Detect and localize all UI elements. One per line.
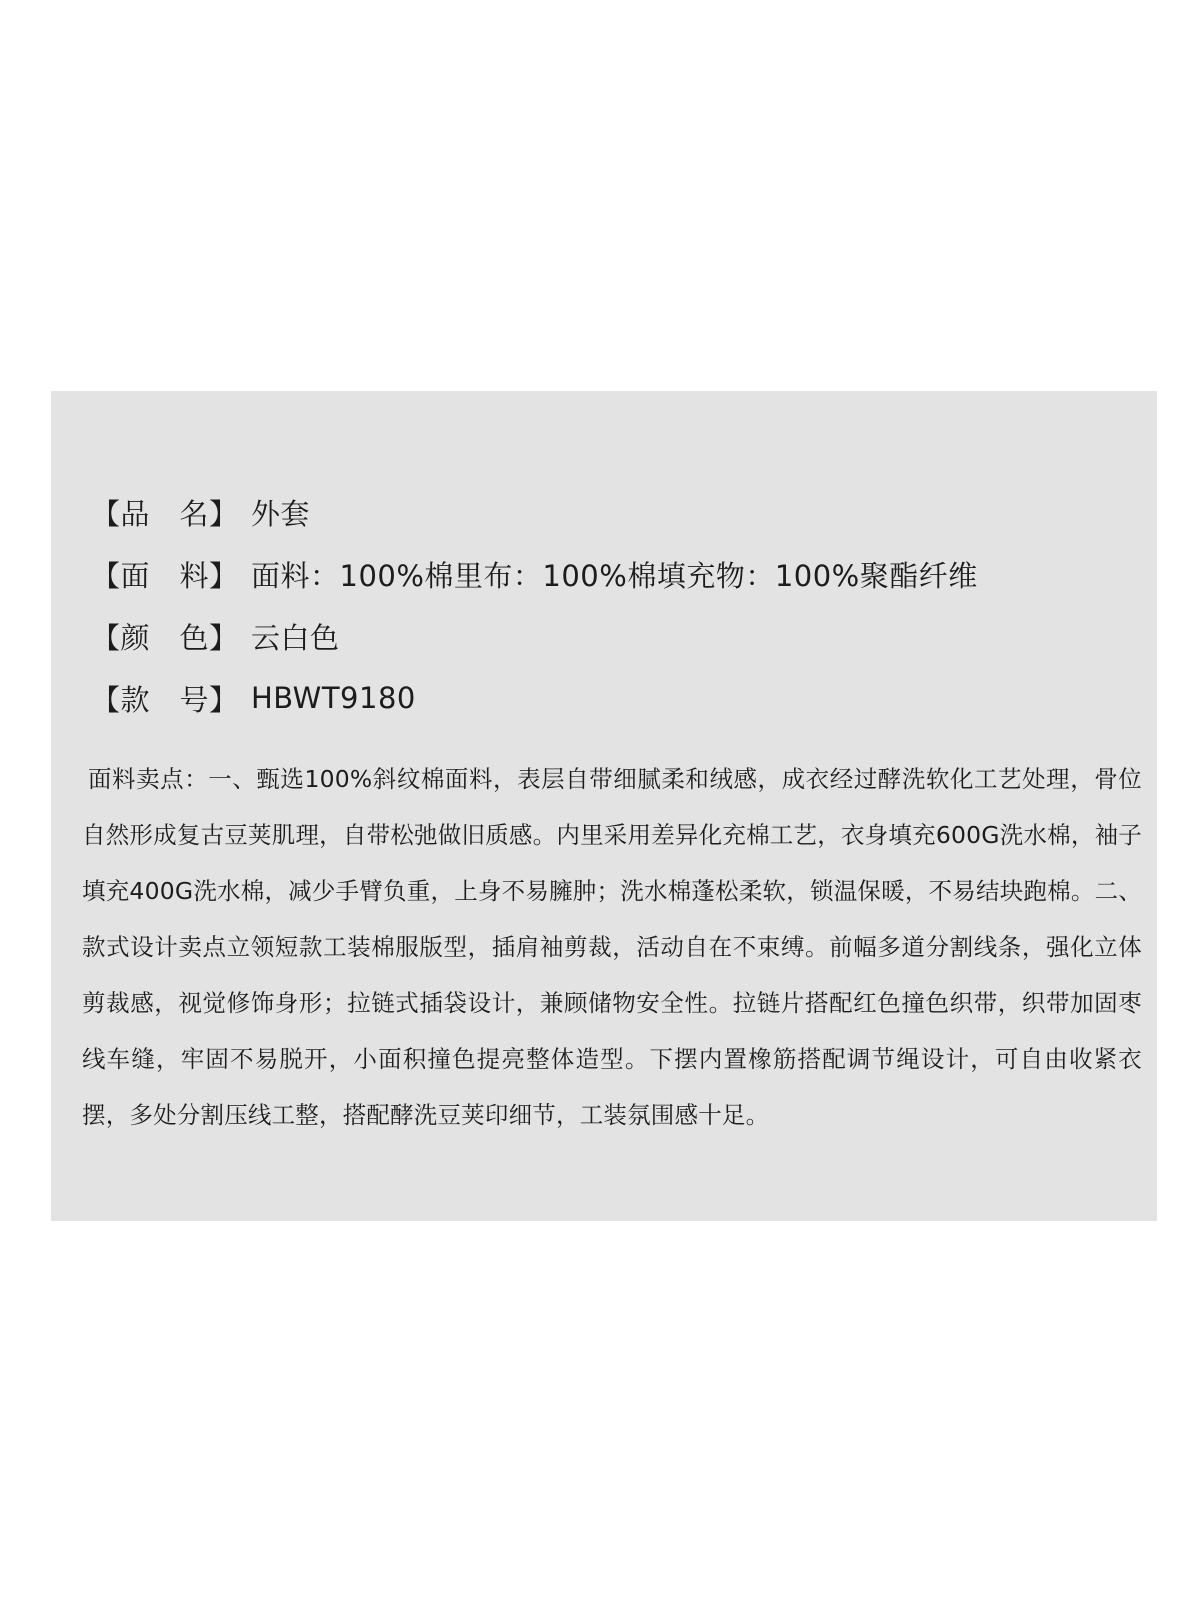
spec-value-fabric: 面料：100%棉里布：100%棉填充物：100%聚酯纤维 [251, 558, 978, 593]
spec-label-fabric: 【面 料】 [91, 558, 239, 593]
product-info-panel [51, 391, 1157, 1221]
spec-row-color [91, 605, 1131, 667]
spec-row-name [91, 481, 1131, 543]
spec-label-style-number: 【款 号】 [91, 682, 239, 717]
spec-list [91, 481, 1131, 729]
spec-label-name: 【品 名】 [91, 496, 239, 531]
spec-value-color: 云白色 [251, 620, 340, 655]
spec-value-name: 外套 [251, 496, 311, 531]
spec-row-style-number [91, 667, 1131, 729]
selling-points-paragraph: 面料卖点：一、甄选100%斜纹棉面料，表层自带细腻柔和绒感，成衣经过酵洗软化工艺处理，骨位自然形成复古豆荚肌理，自带松弛做旧质感。内里采用差异化充棉工艺，衣身填充600G洗水棉，袖子填充400G洗水棉，减少手臂负重，上身不易臃肿；洗水棉蓬松柔软，锁温保暖，不易结块跑棉。二、款式设计卖点立领短款工装棉服版型，插肩袖剪裁，活动自在不束缚。前幅多道分割线条，强化立体剪裁感，视觉修饰身形；拉链式插袋设计，兼顾储物安全性。拉链片搭配红色撞色织带，织带加固枣线车缝，牢固不易脱开，小面积撞色提亮整体造型。下摆内置橡筋搭配调节绳设计，可自由收紧衣摆，多处分割压线工整，搭配酵洗豆荚印细节，工装氛围感十足。 [82, 765, 1142, 1129]
spec-label-color: 【颜 色】 [91, 620, 239, 655]
spec-row-fabric [91, 543, 1131, 605]
spec-value-style-number: HBWT9180 [251, 681, 416, 715]
